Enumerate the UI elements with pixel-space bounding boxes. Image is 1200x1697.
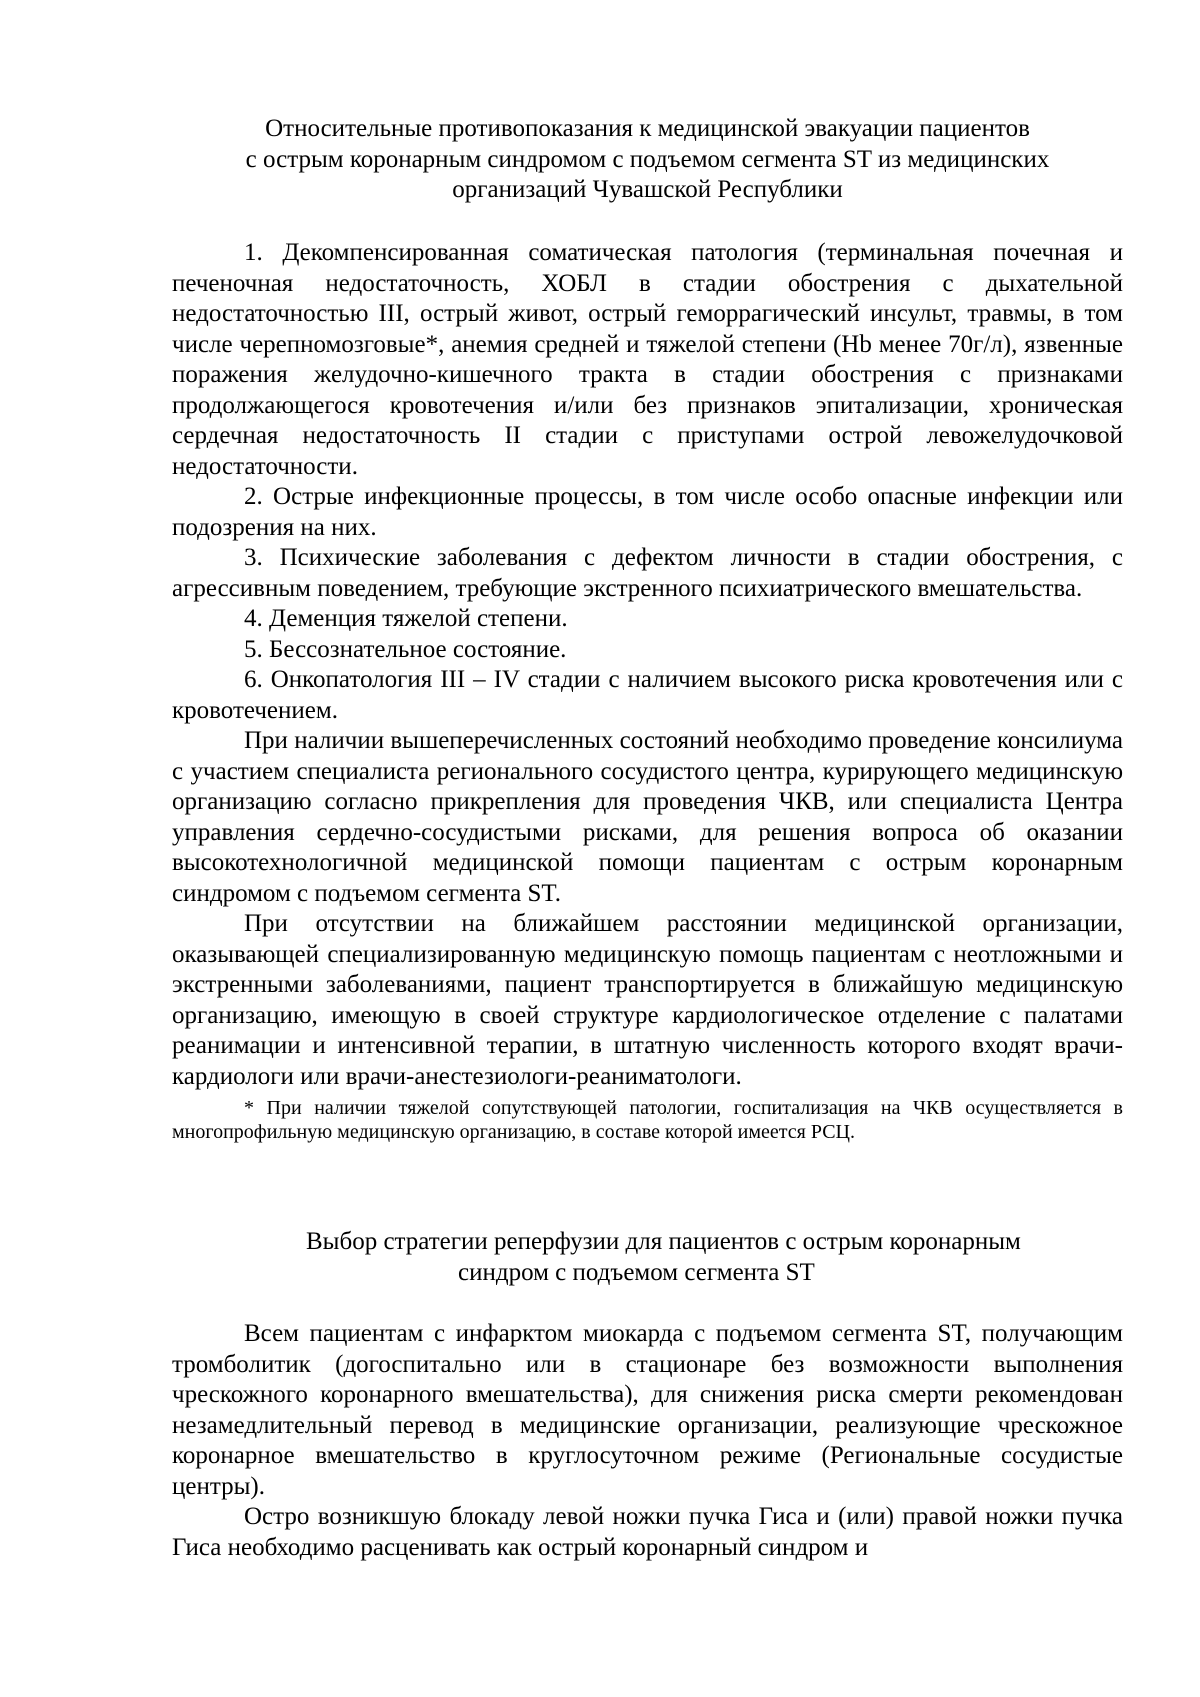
section-2-title: [172, 1227, 1123, 1288]
section-1-title-line: Относительные противопоказания к медицинской эвакуации пациентов: [265, 115, 1030, 142]
section-1-title-line: организаций Чувашской Республики: [452, 176, 843, 203]
paragraph-bundle-branch-block: Остро возникшую блокаду левой ножки пучка Гиса и (или) правой ножки пучка Гиса необходимо расценивать как острый коронарный синдром и: [172, 1503, 1123, 1561]
paragraph-contraindication-5: 5. Бессознательное состояние.: [244, 635, 567, 663]
section-1-title-line: с острым коронарным синдромом с подъемом сегмента ST из медицинских: [245, 145, 1050, 173]
section-1-title: [172, 114, 1123, 206]
paragraph-contraindication-6: 6. Онкопатология III – IV стадии с наличием высокого риска кровотечения или с кровотечением.: [172, 666, 1123, 724]
paragraph-contraindication-1: 1. Декомпенсированная соматическая патология (терминальная почечная и печеночная недостаточность, ХОБЛ в стадии обострения с дыхательной недостаточностью III, острый живот, острый геморрагический инсульт, травмы, в том числе черепномозговые*, анемия средней и тяжелой степени (Hb менее 70г/л), язвенные поражения желудочно-кишечного тракта в стадии обострения с признаками продолжающегося кровотечения и/или без признаков эпитализации, хроническая сердечная недостаточность II стадии с приступами острой левожелудочковой недостаточности.: [172, 239, 1123, 480]
paragraph-contraindication-3: 3. Психические заболевания с дефектом личности в стадии обострения, с агрессивным поведением, требующие экстренного психиатрического вмешательства.: [172, 544, 1123, 602]
paragraph-contraindication-2: 2. Острые инфекционные процессы, в том числе особо опасные инфекции или подозрения на них.: [172, 483, 1123, 541]
section-2-title-line: синдром с подъемом сегмента ST: [458, 1258, 815, 1286]
paragraph-consilium: При наличии вышеперечисленных состояний необходимо проведение консилиума с участием специалиста регионального сосудистого центра, курирующего медицинскую организацию согласно прикрепления для проведения ЧКВ, или специалиста Центра управления сердечно-сосудистыми рисками, для решения вопроса об оказании высокотехнологичной медицинской помощи пациентам с острым коронарным синдромом с подъемом сегмента ST.: [172, 727, 1123, 907]
paragraph-contraindication-4: 4. Деменция тяжелой степени.: [244, 605, 568, 632]
section-2-title-line: Выбор стратегии реперфузии для пациентов с острым коронарным: [306, 1228, 1021, 1255]
section-2-body: [172, 1319, 1123, 1563]
paragraph-transport: При отсутствии на ближайшем расстоянии медицинской организации, оказывающей специализированную медицинскую помощь пациентам с неотложными и экстренными заболеваниями, пациент транспортируется в ближайшую медицинскую организацию, имеющую в своей структуре кардиологическое отделение с палатами реанимации и интенсивной терапии, в штатную численность которого входят врачи-кардиологи или врачи-анестезиологи-реаниматологи.: [172, 910, 1123, 1090]
footnote: * При наличии тяжелой сопутствующей патологии, госпитализация на ЧКВ осуществляется в многопрофильную медицинскую организацию, в составе которой имеется РСЦ.: [172, 1097, 1123, 1143]
paragraph-reperfusion: Всем пациентам с инфарктом миокарда с подъемом сегмента ST, получающим тромболитик (догоспитально или в стационаре без возможности выполнения чрескожного коронарного вмешательства), для снижения риска смерти рекомендован незамедлительный перевод в медицинские организации, реализующие чрескожное коронарное вмешательство в круглосуточном режиме (Региональные сосудистые центры).: [172, 1320, 1123, 1500]
section-1-body: [172, 238, 1123, 1144]
